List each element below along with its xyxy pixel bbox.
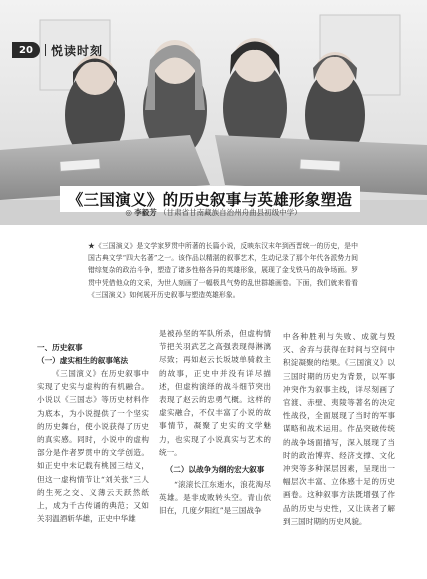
subsection-heading-2: （二）以战争为纲的宏大叙事: [165, 465, 265, 475]
header-divider: [45, 44, 46, 56]
column-2: [159, 327, 271, 518]
column-3: [283, 330, 395, 528]
column-1: [37, 327, 149, 525]
paragraph-2: 是被孙坚的军队所杀，但虚构情节把关羽武艺之高强表现得淋漓尽致；再如赵云长坂坡单骑救主的故事，正史中并没有详尽描述，但虚构演绎的战斗细节突出表现了赵云的忠勇气概。这样的虚实融合，不仅丰富了小说的故事情节，凝聚了史实的文学魅力，也实现了小说真实与艺术的统一。: [159, 329, 271, 457]
paragraph-1: 《三国演义》在历史叙事中实现了史实与虚构的有机融合。小说以《三国志》等历史材料作为底本，为小说提供了一个坚实的历史舞台，使小说获得了历史的真实感。同时，小说中的虚构部分是作者罗贯中的文学创造。如正史中未记载有桃园三结义，但这一虚构情节让“刘关张”三人的生死之交、义薄云天跃然纸上，成为千古传诵的典范；又如关羽温酒斩华雄，正史中华雄: [37, 369, 149, 524]
page-number-badge: 20: [12, 42, 40, 58]
article-intro: ★《三国演义》是文学家罗贯中所著的长篇小说，反映东汉末年到西晋统一的历史，是中国古典文学“四大名著”之一。该作品以精湛的叙事艺术，生动记录了那个年代各派势力间错综复杂的政治斗争，塑造了诸多性格各异的英雄形象，展现了金戈铁马的战争场面。罗贯中凭借他众的文采，为世人刻画了一幅极具气势的乱世群雄画卷。下面，我们就来看看《三国演义》如何展开历史叙事与塑造英雄形象。: [88, 242, 358, 299]
subsection-heading-1: （一）虚实相生的叙事笔法: [37, 356, 129, 365]
author-affiliation: （甘肃省甘南藏族自治州舟曲县初级中学）: [159, 208, 302, 217]
section-title: 悦读时刻: [51, 43, 104, 58]
author-line: [0, 207, 427, 218]
author-name: 李毅芳: [134, 208, 157, 217]
paragraph-3: “滚滚长江东逝水，浪花淘尽英雄。是非成败转头空。青山依旧在，几度夕阳红”是三国战争: [159, 480, 271, 516]
section-heading-1: 一、历史叙事: [37, 343, 83, 352]
author-mark: ◎: [125, 208, 132, 217]
article-title: 《三国演义》的历史叙事与英雄形象塑造: [67, 191, 353, 209]
page-header: [12, 42, 103, 58]
paragraph-4: 中各种胜利与失败、成就与毁灭、舍弃与获得在时间与空间中积淀凝聚的结果。《三国演义》以三国时期的历史为背景，以军事冲突作为叙事主线，详尽刻画了官渡、赤壁、夷陵等著名的决定性战役，全面展现了当时的军事谋略和战术运用。作品突破传统的战争场面描写，深入展现了当时的政治博弈、经济支撑、文化冲突等多种深层因素，呈现出一幅层次丰富、立体感十足的历史画卷。这种叙事方法既增强了作品的历史与史性，又让读者了解到三国时期的历史风貌。: [283, 332, 395, 526]
